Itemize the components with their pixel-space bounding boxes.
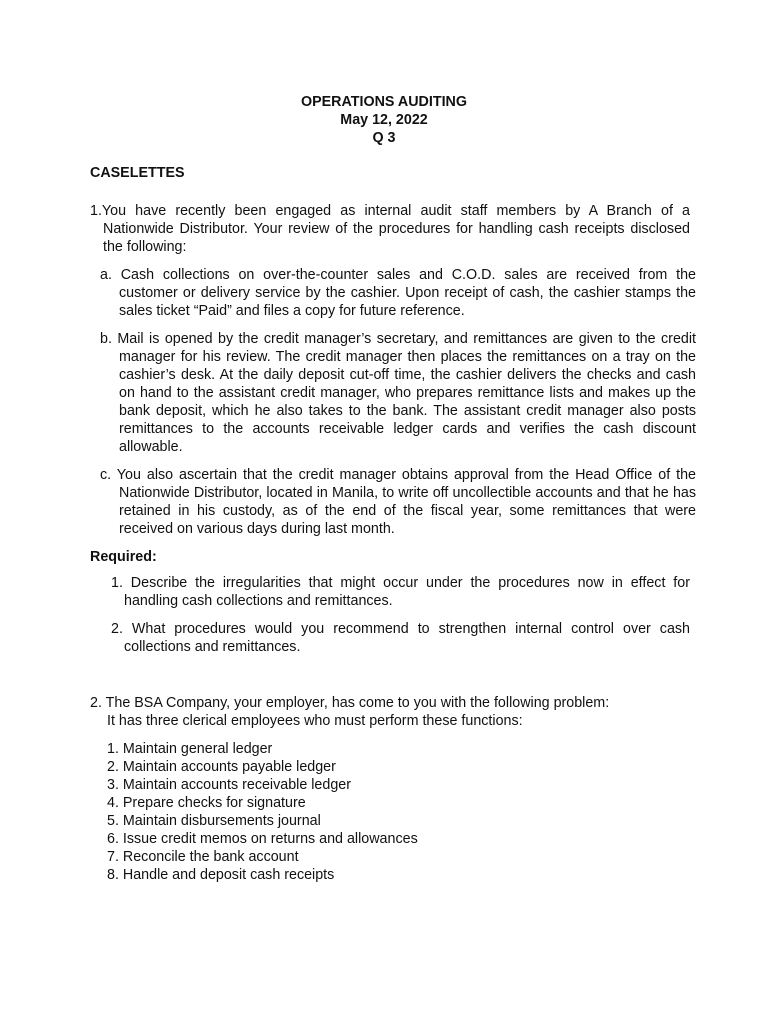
document-header — [0, 93, 768, 147]
list-item: 2. Maintain accounts payable ledger — [107, 759, 336, 775]
list-item: 6. Issue credit memos on returns and allowances — [107, 831, 418, 847]
question-2-intro: 2. The BSA Company, your employer, has come to you with the following problem: — [90, 695, 610, 711]
required-item-1: 1. Describe the irregularities that might occur under the procedures now in effect for handling cash collections and remittances. — [111, 575, 690, 609]
list-item: 1. Maintain general ledger — [107, 741, 273, 757]
question-1-item-a: a. Cash collections on over-the-counter sales and C.O.D. sales are received from the customer or delivery service by the cashier. Upon receipt of cash, the cashier stamps the sales ticket “Paid” and files a copy for future reference. — [100, 267, 696, 319]
question-1-item-b: b. Mail is opened by the credit manager’s secretary, and remittances are given to the credit manager for his review. The credit manager then places the remittances on a tray on the cashier’s desk. At the daily deposit cut-off time, the cashier delivers the checks and cash on hand to the assistant credit manager, who prepares remittance lists and makes up the bank deposit, which he also takes to the bank. The assistant credit manager also posts remittances to the accounts receivable ledger cards and verifies the cash discount allowable. — [100, 331, 696, 455]
functions-list — [107, 740, 418, 884]
header-title: OPERATIONS AUDITING — [300, 94, 467, 110]
question-1-item-c: c. You also ascertain that the credit manager obtains approval from the Head Office of the Nationwide Distributor, located in Manila, to write off uncollectible accounts and that he has retained in his custody, as of the end of the fiscal year, some remittances that were received on various days during last month. — [100, 467, 696, 537]
header-quiz: Q 3 — [372, 130, 396, 146]
section-title: CASELETTES — [90, 165, 185, 181]
question-2-intro-continued: It has three clerical employees who must perform these functions: — [107, 713, 523, 729]
list-item: 4. Prepare checks for signature — [107, 795, 306, 811]
header-date: May 12, 2022 — [340, 112, 428, 128]
required-item-2: 2. What procedures would you recommend to strengthen internal control over cash collections and remittances. — [111, 621, 690, 655]
question-1-intro: 1.You have recently been engaged as internal audit staff members by A Branch of a Nationwide Distributor. Your review of the procedures for handling cash receipts disclosed the following: — [90, 203, 690, 255]
list-item: 5. Maintain disbursements journal — [107, 813, 321, 829]
list-item: 8. Handle and deposit cash receipts — [107, 867, 335, 883]
list-item: 3. Maintain accounts receivable ledger — [107, 777, 351, 793]
required-label: Required: — [90, 549, 157, 565]
list-item: 7. Reconcile the bank account — [107, 849, 299, 865]
